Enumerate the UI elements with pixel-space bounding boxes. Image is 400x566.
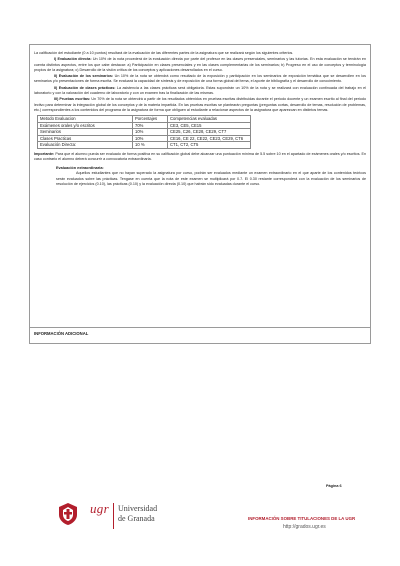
criterion-title: I) Evaluación directa: bbox=[54, 57, 92, 62]
intro-paragraph: La calificación del estudiante (0 a 10 puntos) resultará de la evaluación de las diferentes partes de la asignatura que se realizará según los siguientes criterios. bbox=[34, 51, 294, 55]
table-cell: Exámenes orales y/o escritos bbox=[38, 122, 133, 129]
table-header-cell: Competencias evaluadas bbox=[168, 115, 251, 122]
table-row bbox=[38, 122, 251, 129]
extraordinary-text: Aquellos estudiantes que no hayan superado la asignatura por curso, podrán ser evaluados mediante un examen extraordinario en el que aparte de los contenidos teóricos serán evaluados sobre las prácticas. Tengase en cuenta que la nota de este examen se multiplicará por 0.7. El 0.30 restante corresponderá con la evaluación de los seminarios de resolución de ejercicios (0.10), las prácticas (0.10) y la evaluación directa (0.10) que habrán sido evaluadas durante el curso. bbox=[56, 171, 366, 186]
table-cell: 70% bbox=[133, 122, 168, 129]
extraordinary-title: Evaluación extraordinaria: bbox=[56, 166, 104, 171]
table-cell: Seminarios bbox=[38, 129, 133, 136]
page-footer bbox=[0, 482, 400, 566]
table-row bbox=[38, 135, 251, 142]
table-row bbox=[38, 129, 251, 136]
criterion-seminars bbox=[34, 74, 366, 84]
table-cell: CT1, CT2, CT5 bbox=[168, 142, 251, 149]
additional-info-heading: INFORMACIÓN ADICIONAL bbox=[34, 331, 89, 336]
university-crest-icon bbox=[57, 502, 79, 526]
criterion-title: II) Evaluación de los seminarios: bbox=[54, 74, 114, 79]
table-cell: 10 % bbox=[133, 142, 168, 149]
criterion-text: La asistencia a las clases prácticas será obligatoria. Estas supondrán un 10% de la nota y se realizará con evaluación continuada del trabajo en el laboratorio y con la valoración del cuaderno de laboratorio y con un examen tras la finalización de las mismas. bbox=[34, 85, 366, 95]
criterion-text: Un 70% de la nota se obtendrá a partir de los resultados obtenidos en pruebas escritas distribuidas durante el periodo docente y un examen escrito al final del periodo lectivo para determinar la integración global de los conceptos y de la materia impartida. En las pruebas escritas se plantearán preguntas (preguntas cortas, desarrollo de temas, resolución de problemas, etc.) correspondientes a los contenidos del programa de la asignatura de forma que obliguen al estudiante a relacionar aspectos de la asignatura que aparezcan en distintos temas. bbox=[34, 97, 366, 112]
logo-ugr-text: ugr bbox=[90, 501, 109, 516]
table-cell: CE25, C26, CE28, CE29, CT7 bbox=[168, 129, 251, 136]
footer-url[interactable]: http://grados.ugr.es bbox=[283, 524, 326, 530]
evaluation-table bbox=[37, 115, 251, 149]
table-header-row bbox=[38, 115, 251, 122]
criterion-written bbox=[34, 97, 366, 113]
criterion-title: II) Evaluación de clases prácticas: bbox=[54, 85, 116, 90]
table-cell: 10% bbox=[133, 135, 168, 142]
table-cell: CE3, CE5, CE15 bbox=[168, 122, 251, 129]
criterion-direct bbox=[34, 57, 366, 73]
table-header-cell: Metodo Evaluacion bbox=[38, 115, 133, 122]
footer-title: INFORMACIÓN SOBRE TITULACIONES DE LA UGR bbox=[248, 516, 356, 521]
table-cell: CE16, CE 22, CE22, CE23, CE29, CT6 bbox=[168, 135, 251, 142]
criterion-practicals bbox=[34, 86, 366, 96]
logo-universidad: Universidad bbox=[118, 504, 158, 513]
table-row bbox=[38, 142, 251, 149]
content-frame bbox=[29, 44, 371, 344]
criterion-text: Un 10% de la nota se obtendrá como resultado de la exposición y participación en los seminarios de exposición temática que se desarrollen en los seminarios y/o presentaciones de forma escrita. Se evaluará la capacidad de síntesis y de exposición de una forma global del tema, el aporte de bibliografía y el desarrollo de conocimiento. bbox=[34, 74, 366, 84]
criterion-title: III) Pruebas escritas: bbox=[54, 97, 91, 102]
table-header-cell: Porcentajes bbox=[133, 115, 168, 122]
criterion-text: Un 10% de la nota procederá de la evaluación directa por parte del profesor en las clases presenciales, seminarios y las tutorías. En esta evaluación se tendrán en cuenta distintos aspectos, entre los que cabe destacar: a) Participación en clases presenciales y en las clases complementarias de los seminarios; b) Progreso en el uso de conceptos y terminología propios de la asignatura; c) Desarrollo de la visión crítica de los conceptos y aplicaciones desarrollados en el curso. bbox=[34, 57, 366, 72]
page-number: Página 6 bbox=[326, 484, 342, 488]
logo-divider bbox=[113, 503, 114, 529]
evaluation-section bbox=[30, 45, 370, 328]
important-text: Para que el alumno pueda ser evaluado de forma positiva en su calificación global debe alcanzar una puntuación mínima de 5.5 sobre 10 en el apartado de exámenes orales y/o escritos. En caso contrario el alumno deberá concurrir a convocatoria extraordinaria. bbox=[34, 151, 366, 162]
important-note bbox=[34, 152, 366, 162]
logo-university-name bbox=[118, 504, 157, 523]
table-cell: 10% bbox=[133, 129, 168, 136]
table-cell: Clases Practicas bbox=[38, 135, 133, 142]
logo-de-granada: de Granada bbox=[118, 513, 155, 523]
important-label: Importante: bbox=[34, 151, 55, 156]
table-cell: Evaluación Directa: bbox=[38, 142, 133, 149]
